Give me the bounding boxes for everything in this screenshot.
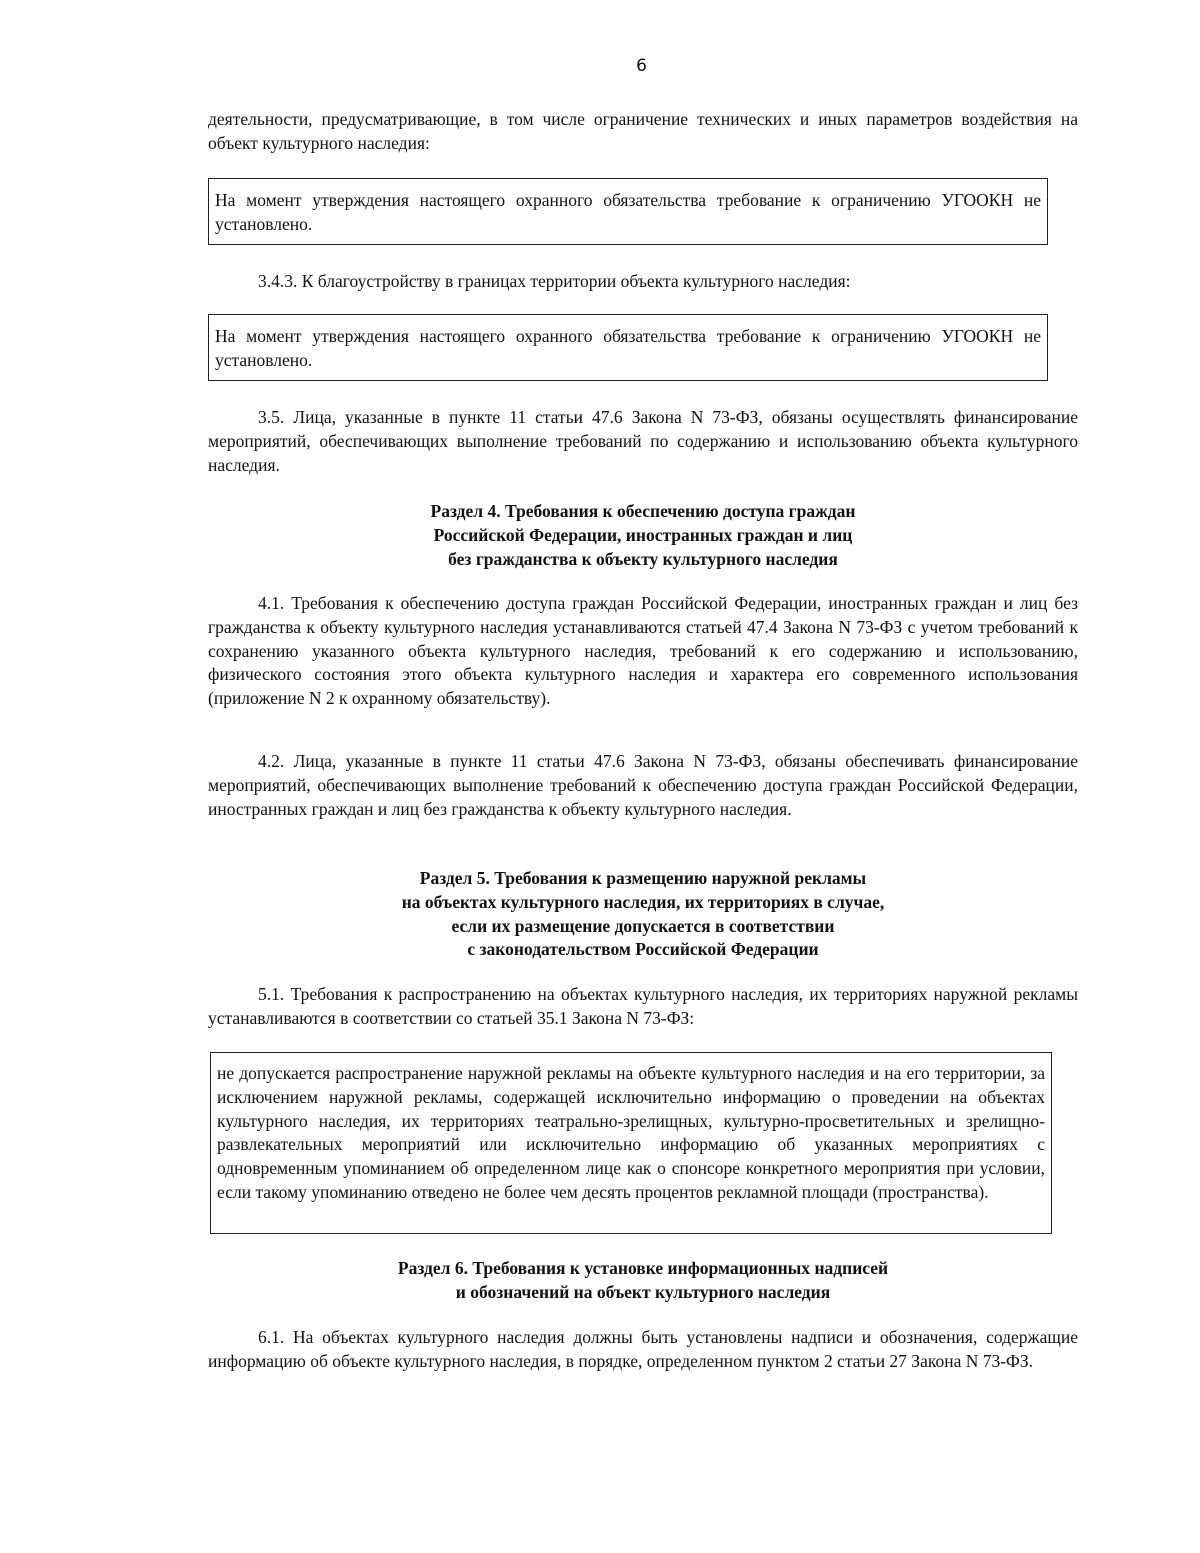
paragraph-4-1: 4.1. Требования к обеспечению доступа граждан Российской Федерации, иностранных граждан и лиц без гражданства к объекту культурного наследия устанавливаются статьей 47.4 Закона N 73-ФЗ с учетом требований к сохранению указанного объекта культурного наследия, требований к его содержанию и использованию, физического состояния этого объекта культурного наследия и характера его современного использования (приложение N 2 к охранному обязательству). <box>208 593 1078 709</box>
section-5-heading-line: с законодательством Российской Федерации <box>467 939 819 960</box>
section-6-heading-line: Раздел 6. Требования к установке информационных надписей <box>397 1258 889 1278</box>
section-4-heading <box>208 500 1078 571</box>
paragraph-5-1: 5.1. Требования к распространению на объектах культурного наследия, их территориях наружной рекламы устанавливаются в соответствии со статьей 35.1 Закона N 73-ФЗ: <box>208 984 1078 1028</box>
section-4-heading-line: Российской Федерации, иностранных граждан и лиц <box>433 524 853 545</box>
section-4-heading-line: без гражданства к объекту культурного наследия <box>448 548 838 569</box>
requirement-box-2: На момент утверждения настоящего охранного обязательства требование к ограничению УГООКН не установлено. <box>208 314 1048 381</box>
paragraph-4-2: 4.2. Лица, указанные в пункте 11 статьи 47.6 Закона N 73-ФЗ, обязаны обеспечивать финансирование мероприятий, обеспечивающих выполнение требований к обеспечению доступа граждан Российской Федерации, иностранных граждан и лиц без гражданства к объекту культурного наследия. <box>208 751 1078 819</box>
section-6-heading-line: и обозначений на объект культурного наследия <box>455 1281 831 1302</box>
paragraph-6-1: 6.1. На объектах культурного наследия должны быть установлены надписи и обозначения, содержащие информацию об объекте культурного наследия, в порядке, определенном пунктом 2 статьи 27 Закона N 73-ФЗ. <box>208 1327 1078 1371</box>
section-5-heading-line: если их размещение допускается в соответствии <box>451 915 835 936</box>
advertising-requirement-box: не допускается распространение наружной рекламы на объекте культурного наследия и на его территории, за исключением наружной рекламы, содержащей исключительно информацию о проведении на объектах культурного наследия, их территориях театрально-зрелищных, культурно-просветительных и зрелищно-развлекательных мероприятий или исключительно информацию об указанных мероприятиях с одновременным упоминанием об определенном лице как о спонсоре конкретного мероприятия при условии, если такому упоминанию отведено не более чем десять процентов рекламной площади (пространства). <box>210 1052 1052 1234</box>
requirement-box-1: На момент утверждения настоящего охранного обязательства требование к ограничению УГООКН не установлено. <box>208 178 1048 245</box>
paragraph-3-4-3: 3.4.3. К благоустройству в границах территории объекта культурного наследия: <box>258 271 851 291</box>
intro-paragraph: деятельности, предусматривающие, в том числе ограничение технических и иных параметров воздействия на объект культурного наследия: <box>208 109 1078 153</box>
section-5-heading-line: Раздел 5. Требования к размещению наружной рекламы <box>419 868 867 888</box>
section-5-heading-line: на объектах культурного наследия, их территориях в случае, <box>401 891 885 912</box>
page-number: 6 <box>636 56 647 76</box>
paragraph-3-5: 3.5. Лица, указанные в пункте 11 статьи 47.6 Закона N 73-ФЗ, обязаны осуществлять финансирование мероприятий, обеспечивающих выполнение требований по содержанию и использованию объекта культурного наследия. <box>208 407 1078 475</box>
section-5-heading <box>208 867 1078 962</box>
section-4-heading-line: Раздел 4. Требования к обеспечению доступа граждан <box>430 501 856 521</box>
section-6-heading <box>208 1257 1078 1305</box>
